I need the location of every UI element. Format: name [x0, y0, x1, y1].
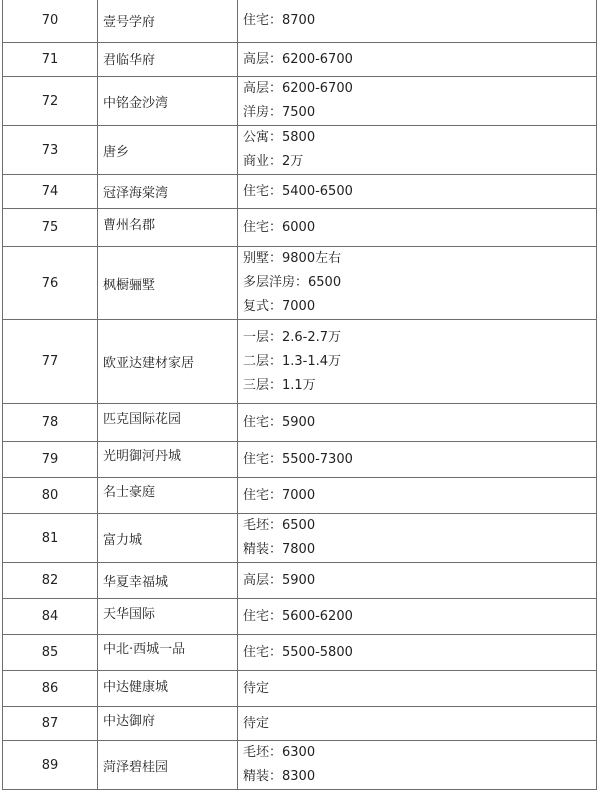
price-cell [238, 247, 597, 320]
price-line: 精装：8300 [243, 769, 316, 784]
table-row [3, 707, 597, 741]
price-line: 毛坯：6300 [243, 745, 316, 760]
price-line: 别墅：9800左右 [243, 251, 342, 266]
row-number: 71 [3, 43, 98, 77]
row-number: 74 [3, 175, 98, 209]
table-row [3, 404, 597, 442]
project-name: 匹克国际花园 [103, 412, 182, 427]
price-line: 住宅：6000 [243, 219, 316, 235]
price-cell [238, 77, 597, 126]
row-number: 75 [3, 209, 98, 247]
price-cell [238, 741, 597, 790]
project-name-cell [98, 514, 238, 563]
project-name: 冠泽海棠湾 [103, 186, 169, 201]
row-number: 84 [3, 599, 98, 635]
price-line: 待定 [243, 715, 270, 731]
project-name: 中铭金沙湾 [103, 95, 169, 111]
row-number: 86 [3, 671, 98, 707]
price-line: 住宅：5600-6200 [243, 608, 353, 624]
table-row [3, 741, 597, 790]
project-name: 壹号学府 [103, 15, 156, 30]
project-name: 唐乡 [103, 144, 130, 160]
table-row [3, 175, 597, 209]
table-row [3, 514, 597, 563]
row-number: 78 [3, 404, 98, 442]
price-cell [238, 563, 597, 599]
row-number: 72 [3, 77, 98, 126]
row-number: 70 [3, 0, 98, 43]
price-line: 毛坯：6500 [243, 518, 316, 533]
price-line: 住宅：7000 [243, 487, 316, 503]
project-name: 富力城 [103, 532, 143, 548]
price-line: 精装：7800 [243, 542, 316, 557]
row-number: 77 [3, 320, 98, 404]
table-row [3, 43, 597, 77]
price-line: 住宅：8700 [243, 12, 316, 28]
price-line: 商业：2万 [243, 154, 304, 169]
price-line: 公寓：5800 [243, 130, 316, 145]
price-line: 高层：5900 [243, 572, 316, 588]
project-name: 光明御河丹城 [103, 449, 182, 464]
table-row [3, 247, 597, 320]
project-name-cell [98, 707, 238, 741]
project-name-cell [98, 741, 238, 790]
price-line: 洋房：7500 [243, 105, 316, 120]
table-row [3, 209, 597, 247]
row-number: 80 [3, 478, 98, 514]
table-row [3, 478, 597, 514]
price-cell [238, 175, 597, 209]
project-name: 曹州名郡 [103, 218, 156, 233]
row-number: 85 [3, 635, 98, 671]
price-line: 多层洋房：6500 [243, 275, 342, 290]
price-line: 待定 [243, 680, 270, 696]
project-name: 中达御府 [103, 714, 156, 729]
project-name-cell [98, 599, 238, 635]
table-row [3, 671, 597, 707]
price-cell [238, 514, 597, 563]
price-cell [238, 320, 597, 404]
price-line: 二层：1.3-1.4万 [243, 353, 342, 369]
project-name-cell [98, 635, 238, 671]
project-name: 中北·西城一品 [103, 642, 186, 657]
price-cell [238, 442, 597, 478]
project-name-cell [98, 209, 238, 247]
price-line: 复式：7000 [243, 299, 316, 314]
price-line: 住宅：5500-5800 [243, 644, 353, 660]
price-cell [238, 43, 597, 77]
price-cell [238, 671, 597, 707]
table-row [3, 635, 597, 671]
table-row [3, 77, 597, 126]
table-row [3, 320, 597, 404]
row-number: 89 [3, 741, 98, 790]
project-name: 中达健康城 [103, 680, 169, 695]
price-cell [238, 707, 597, 741]
row-number: 81 [3, 514, 98, 563]
row-number: 73 [3, 126, 98, 175]
project-name-cell [98, 247, 238, 320]
project-name-cell [98, 43, 238, 77]
row-number: 82 [3, 563, 98, 599]
price-cell [238, 126, 597, 175]
price-cell [238, 404, 597, 442]
row-number: 87 [3, 707, 98, 741]
table-row [3, 442, 597, 478]
table-row [3, 599, 597, 635]
price-cell [238, 478, 597, 514]
project-name: 菏泽碧桂园 [103, 759, 169, 775]
price-cell [238, 635, 597, 671]
project-name: 欧亚达建材家居 [103, 356, 195, 371]
table-body [3, 0, 597, 790]
project-name-cell [98, 442, 238, 478]
project-name-cell [98, 175, 238, 209]
project-name-cell [98, 404, 238, 442]
price-table [2, 0, 597, 790]
price-line: 三层：1.1万 [243, 377, 316, 393]
project-name: 天华国际 [103, 607, 156, 622]
price-cell [238, 0, 597, 43]
price-cell [238, 599, 597, 635]
project-name-cell [98, 478, 238, 514]
price-line: 高层：6200-6700 [243, 81, 353, 96]
project-name-cell [98, 671, 238, 707]
price-cell [238, 209, 597, 247]
project-name: 君临华府 [103, 53, 156, 68]
price-line: 一层：2.6-2.7万 [243, 329, 342, 345]
price-line: 高层：6200-6700 [243, 51, 353, 67]
project-name: 名士豪庭 [103, 485, 156, 500]
project-name-cell [98, 563, 238, 599]
project-name-cell [98, 0, 238, 43]
project-name: 华夏幸福城 [103, 575, 169, 590]
project-name-cell [98, 320, 238, 404]
price-line: 住宅：5400-6500 [243, 183, 353, 199]
row-number: 76 [3, 247, 98, 320]
row-number: 79 [3, 442, 98, 478]
price-line: 住宅：5500-7300 [243, 451, 353, 467]
table-row [3, 563, 597, 599]
project-name: 枫橱骊墅 [103, 277, 156, 293]
table-row [3, 0, 597, 43]
price-line: 住宅：5900 [243, 414, 316, 430]
table-row [3, 126, 597, 175]
project-name-cell [98, 126, 238, 175]
project-name-cell [98, 77, 238, 126]
